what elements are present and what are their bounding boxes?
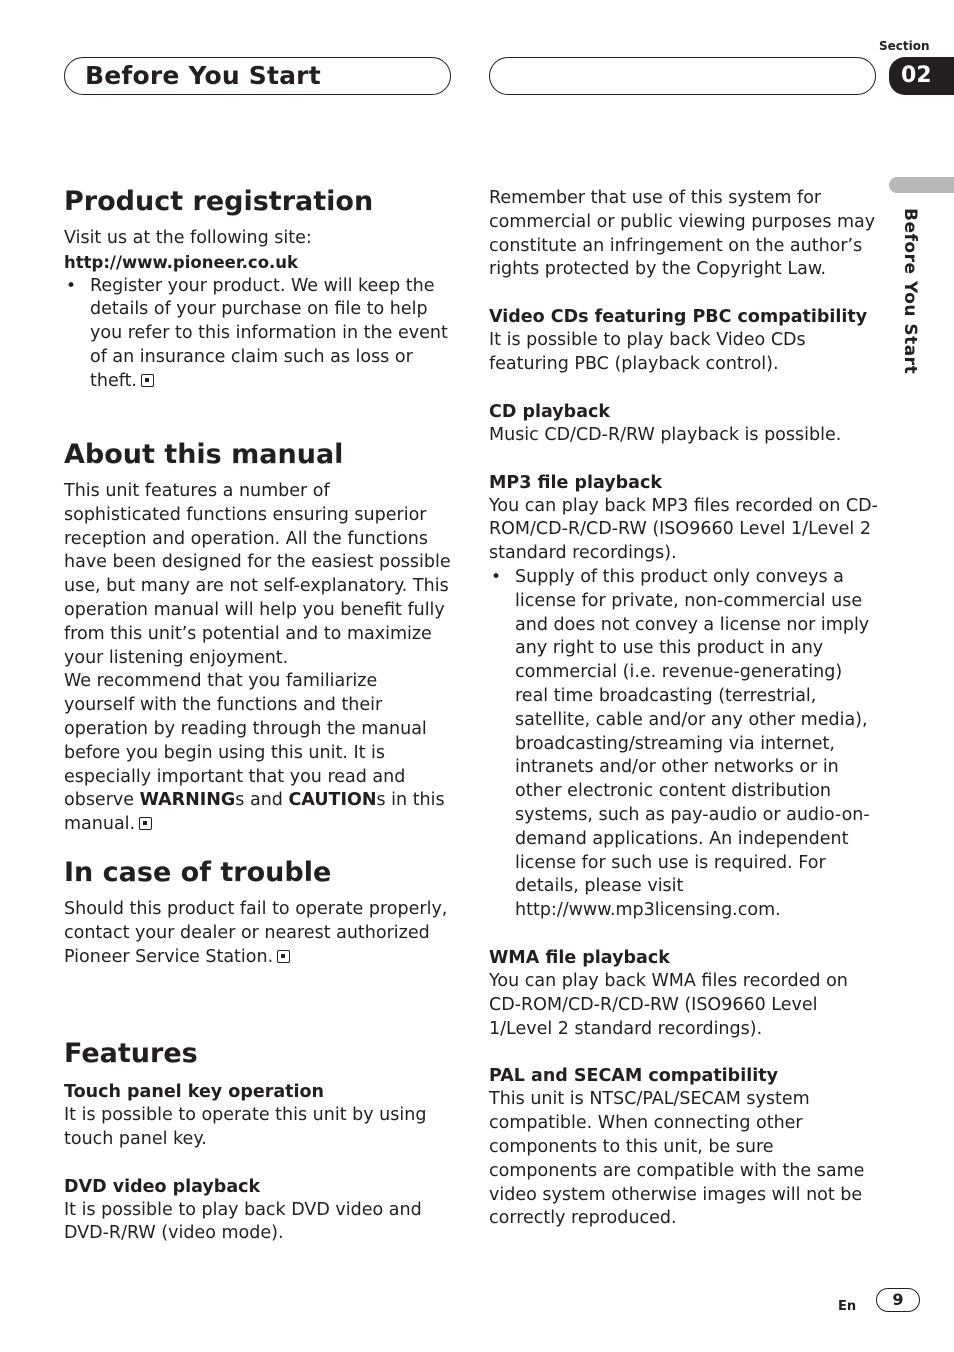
trouble-heading: In case of trouble: [64, 857, 332, 888]
register-bullet-text: Register your product. We will keep the details of your purchase on file to help you refer to this information in the event of an insurance claim such as loss or theft.: [90, 275, 448, 391]
vcd-title: Video CDs featuring PBC compatibility: [489, 307, 868, 328]
features-section: [64, 1037, 452, 1246]
mp3-text: You can play back MP3 files recorded on CD-ROM/CD-R/CD-RW (ISO9660 Level 1/Level 2 standard recordings).: [489, 495, 878, 564]
visit-text: Visit us at the following site:: [64, 228, 312, 248]
header-empty-pill: [489, 57, 876, 95]
end-of-section-icon: [139, 817, 152, 830]
para2-end: s in this manual.: [64, 790, 445, 835]
about-manual-para1: This unit features a number of sophisticated functions ensuring superior reception and operation. All the functions have been designed for the easiest possible use, but many are not self-explanatory. This operation manual will help you benefit fully from this unit’s potential and to maximize your listening enjoyment.: [64, 481, 451, 668]
side-tab-marker: [889, 177, 954, 193]
caution-word: CAUTION: [288, 790, 377, 811]
header-title-pill: [64, 57, 451, 95]
warning-word: WARNING: [139, 790, 236, 811]
pal-secam-text: This unit is NTSC/PAL/SECAM system compatible. When connecting other components to this unit, be sure components are compatible with the same video system otherwise images will not be correctly reproduced.: [489, 1089, 865, 1229]
end-of-section-icon: [277, 950, 290, 963]
features-heading: Features: [64, 1038, 198, 1069]
mp3-license-bullet: • Supply of this product only conveys a license for private, non-commercial use and does not convey a license nor imply any right to use this product in any commercial (i.e. revenue-generating) real time broadcasting (terrestrial, satellite, cable and/or any other media), broadcasting/streaming via internet, intranets and/or other networks or in other electronic content distribution systems, such as pay-audio or audio-on-demand applications. An independent license for such use is required. For details, please visit http://www.mp3licensing.com.: [489, 566, 879, 923]
right-features-continued: [489, 187, 879, 1231]
copyright-text: Remember that use of this system for commercial or public viewing purposes may constitute an infringement on the author’s rights protected by the Copyright Law.: [489, 188, 876, 280]
product-registration-section: [64, 185, 452, 394]
wma-title: WMA file playback: [489, 947, 670, 968]
touch-panel-title: Touch panel key operation: [64, 1082, 325, 1102]
section-number: 02: [889, 57, 954, 95]
register-bullet: [64, 275, 452, 394]
dvd-text: It is possible to play back DVD video and DVD-R/RW (video mode).: [64, 1199, 422, 1244]
para2-start: We recommend that you familiarize yourself with the functions and their operation by reading through the manual before you begin using this unit. It is especially important that you read and observe: [64, 671, 427, 811]
about-manual-para2: [64, 670, 452, 837]
para2-mid: s and: [235, 790, 289, 811]
mp3-title: MP3 file playback: [489, 472, 662, 493]
cd-text: Music CD/CD-R/RW playback is possible.: [489, 424, 842, 445]
pal-secam-title: PAL and SECAM compatibility: [489, 1066, 778, 1087]
about-manual-heading: About this manual: [64, 439, 344, 470]
dvd-title: DVD video playback: [64, 1176, 261, 1197]
side-tab-text: Before You Start: [900, 208, 920, 375]
trouble-text: Should this product fail to operate properly, contact your dealer or nearest authorized Pioneer Service Station.: [64, 899, 448, 967]
wma-text: You can play back WMA files recorded on CD-ROM/CD-R/CD-RW (ISO9660 Level 1/Level 2 standard recordings).: [489, 970, 848, 1039]
section-label: Section: [879, 39, 930, 53]
cd-title: CD playback: [489, 401, 611, 422]
about-manual-section: [64, 438, 452, 837]
pioneer-url: http://www.pioneer.co.uk: [64, 252, 299, 272]
touch-panel-text: It is possible to operate this unit by using touch panel key.: [64, 1105, 427, 1149]
trouble-section: [64, 856, 452, 969]
header-title: Before You Start: [85, 61, 321, 90]
footer-language: En: [838, 1299, 857, 1314]
end-of-section-icon: [141, 374, 154, 387]
vcd-text: It is possible to play back Video CDs featuring PBC (playback control).: [489, 330, 806, 374]
page-number: 9: [876, 1288, 920, 1312]
trouble-text-para: [64, 898, 452, 969]
product-registration-heading: Product registration: [64, 186, 374, 217]
